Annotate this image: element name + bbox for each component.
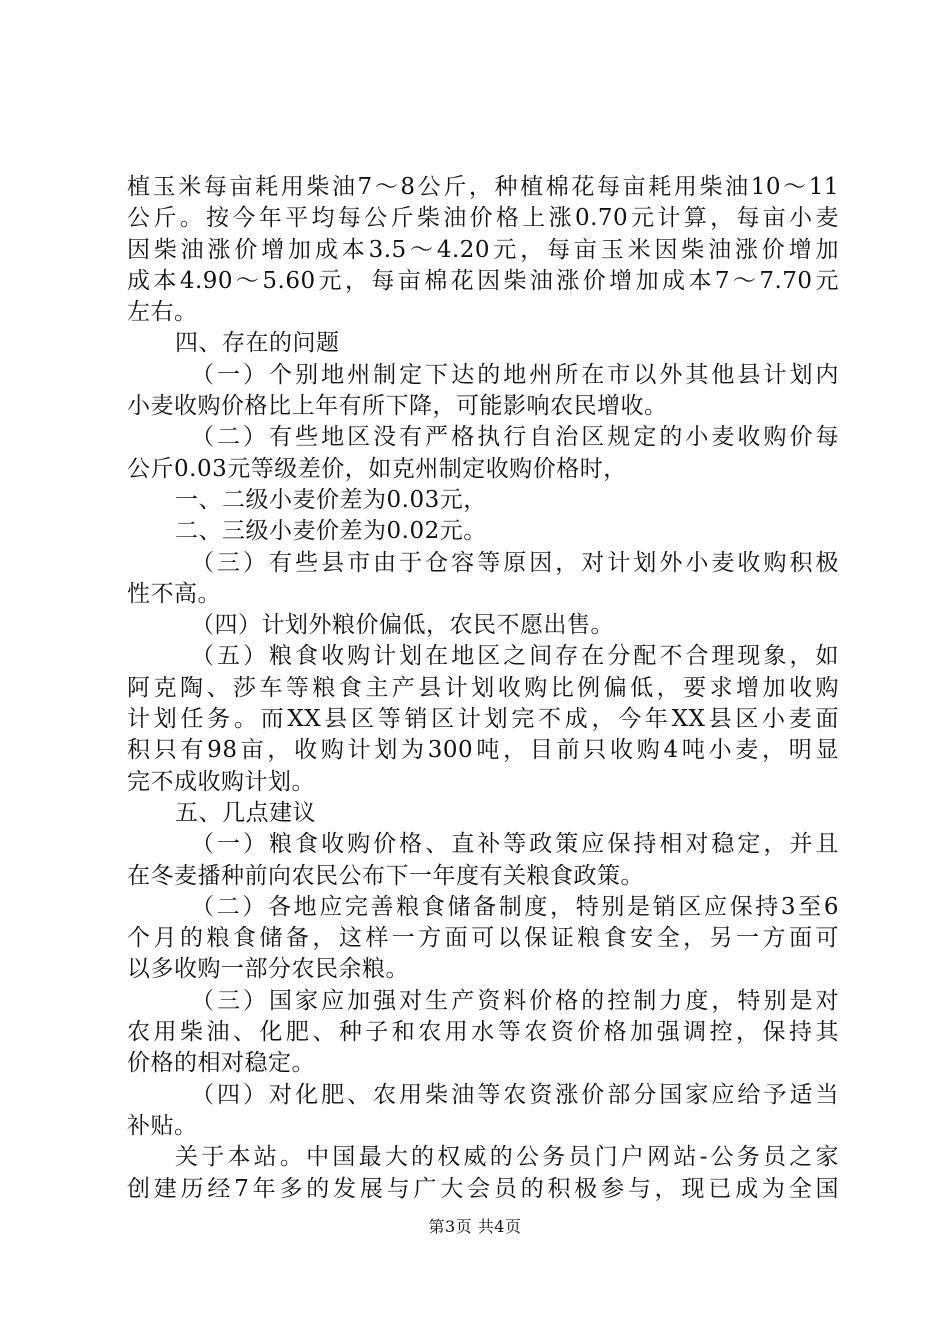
text-line: 阿克陶、莎车等粮食主产县计划收购比例偏低，要求增加收购: [127, 674, 839, 701]
text-line: （四）计划外粮价偏低，农民不愿出售。: [191, 612, 614, 639]
text-line: 成本4.90～5.60元，每亩棉花因柴油涨价增加成本7～7.70元: [127, 267, 839, 294]
text-line: 小麦收购价格比上年有所下降，可能影响农民增收。: [127, 393, 668, 420]
text-line: 个月的粮食储备，这样一方面可以保证粮食安全，另一方面可: [127, 925, 839, 952]
text-line: （一）个别地州制定下达的地州所在市以外其他县计划内: [191, 361, 839, 388]
text-line: 左右。: [127, 299, 198, 326]
text-line: 价格的相对稳定。: [127, 1050, 315, 1077]
text-line: 完不成收购计划。: [127, 768, 315, 795]
text-line: 公斤0.03元等级差价，如克州制定收购价格时，: [127, 455, 627, 482]
text-line: 因柴油涨价增加成本3.5～4.20元，每亩玉米因柴油涨价增加: [127, 236, 839, 263]
section-heading: 四、存在的问题: [175, 330, 340, 357]
text-line: 一、二级小麦价差为0.03元，: [175, 486, 487, 513]
text-line: （二）有些地区没有严格执行自治区规定的小麦收购价每: [191, 424, 839, 451]
text-line: （五）粮食收购计划在地区之间存在分配不合理现象，如: [191, 643, 839, 670]
text-line: 农用柴油、化肥、种子和农用水等农资价格加强调控，保持其: [127, 1019, 839, 1046]
text-line: （二）各地应完善粮食储备制度，特别是销区应保持3至6: [191, 893, 839, 920]
text-line: （一）粮食收购价格、直补等政策应保持相对稳定，并且: [191, 831, 839, 858]
section-heading: 五、几点建议: [175, 799, 316, 826]
text-line: 植玉米每亩耗用柴油7～8公斤，种植棉花每亩耗用柴油10～11: [127, 174, 839, 200]
text-line: 关于本站。中国最大的权威的公务员门户网站-公务员之家: [175, 1144, 839, 1171]
text-line: （四）对化肥、农用柴油等农资涨价部分国家应给予适当: [191, 1081, 839, 1108]
page-number-footer: 第3页 共4页: [428, 1217, 522, 1236]
text-line: 补贴。: [127, 1112, 198, 1139]
text-line: 二、三级小麦价差为0.02元。: [175, 518, 487, 545]
text-line: 在冬麦播种前向农民公布下一年度有关粮食政策。: [127, 862, 644, 889]
text-line: 创建历经7年多的发展与广大会员的积极参与，现已成为全国: [127, 1175, 839, 1202]
text-line: 积只有98亩，收购计划为300吨，目前只收购4吨小麦，明显: [127, 737, 839, 764]
text-line: 以多收购一部分农民余粮。: [127, 956, 409, 983]
text-line: 计划任务。而XX县区等销区计划完不成，今年XX县区小麦面: [127, 706, 839, 733]
text-line: 性不高。: [127, 580, 221, 607]
document-body: [127, 172, 839, 1205]
text-line: （三）有些县市由于仓容等原因，对计划外小麦收购积极: [191, 549, 839, 576]
text-line: 公斤。按今年平均每公斤柴油价格上涨0.70元计算，每亩小麦: [127, 205, 839, 232]
text-line: （三）国家应加强对生产资料价格的控制力度，特别是对: [191, 987, 839, 1014]
